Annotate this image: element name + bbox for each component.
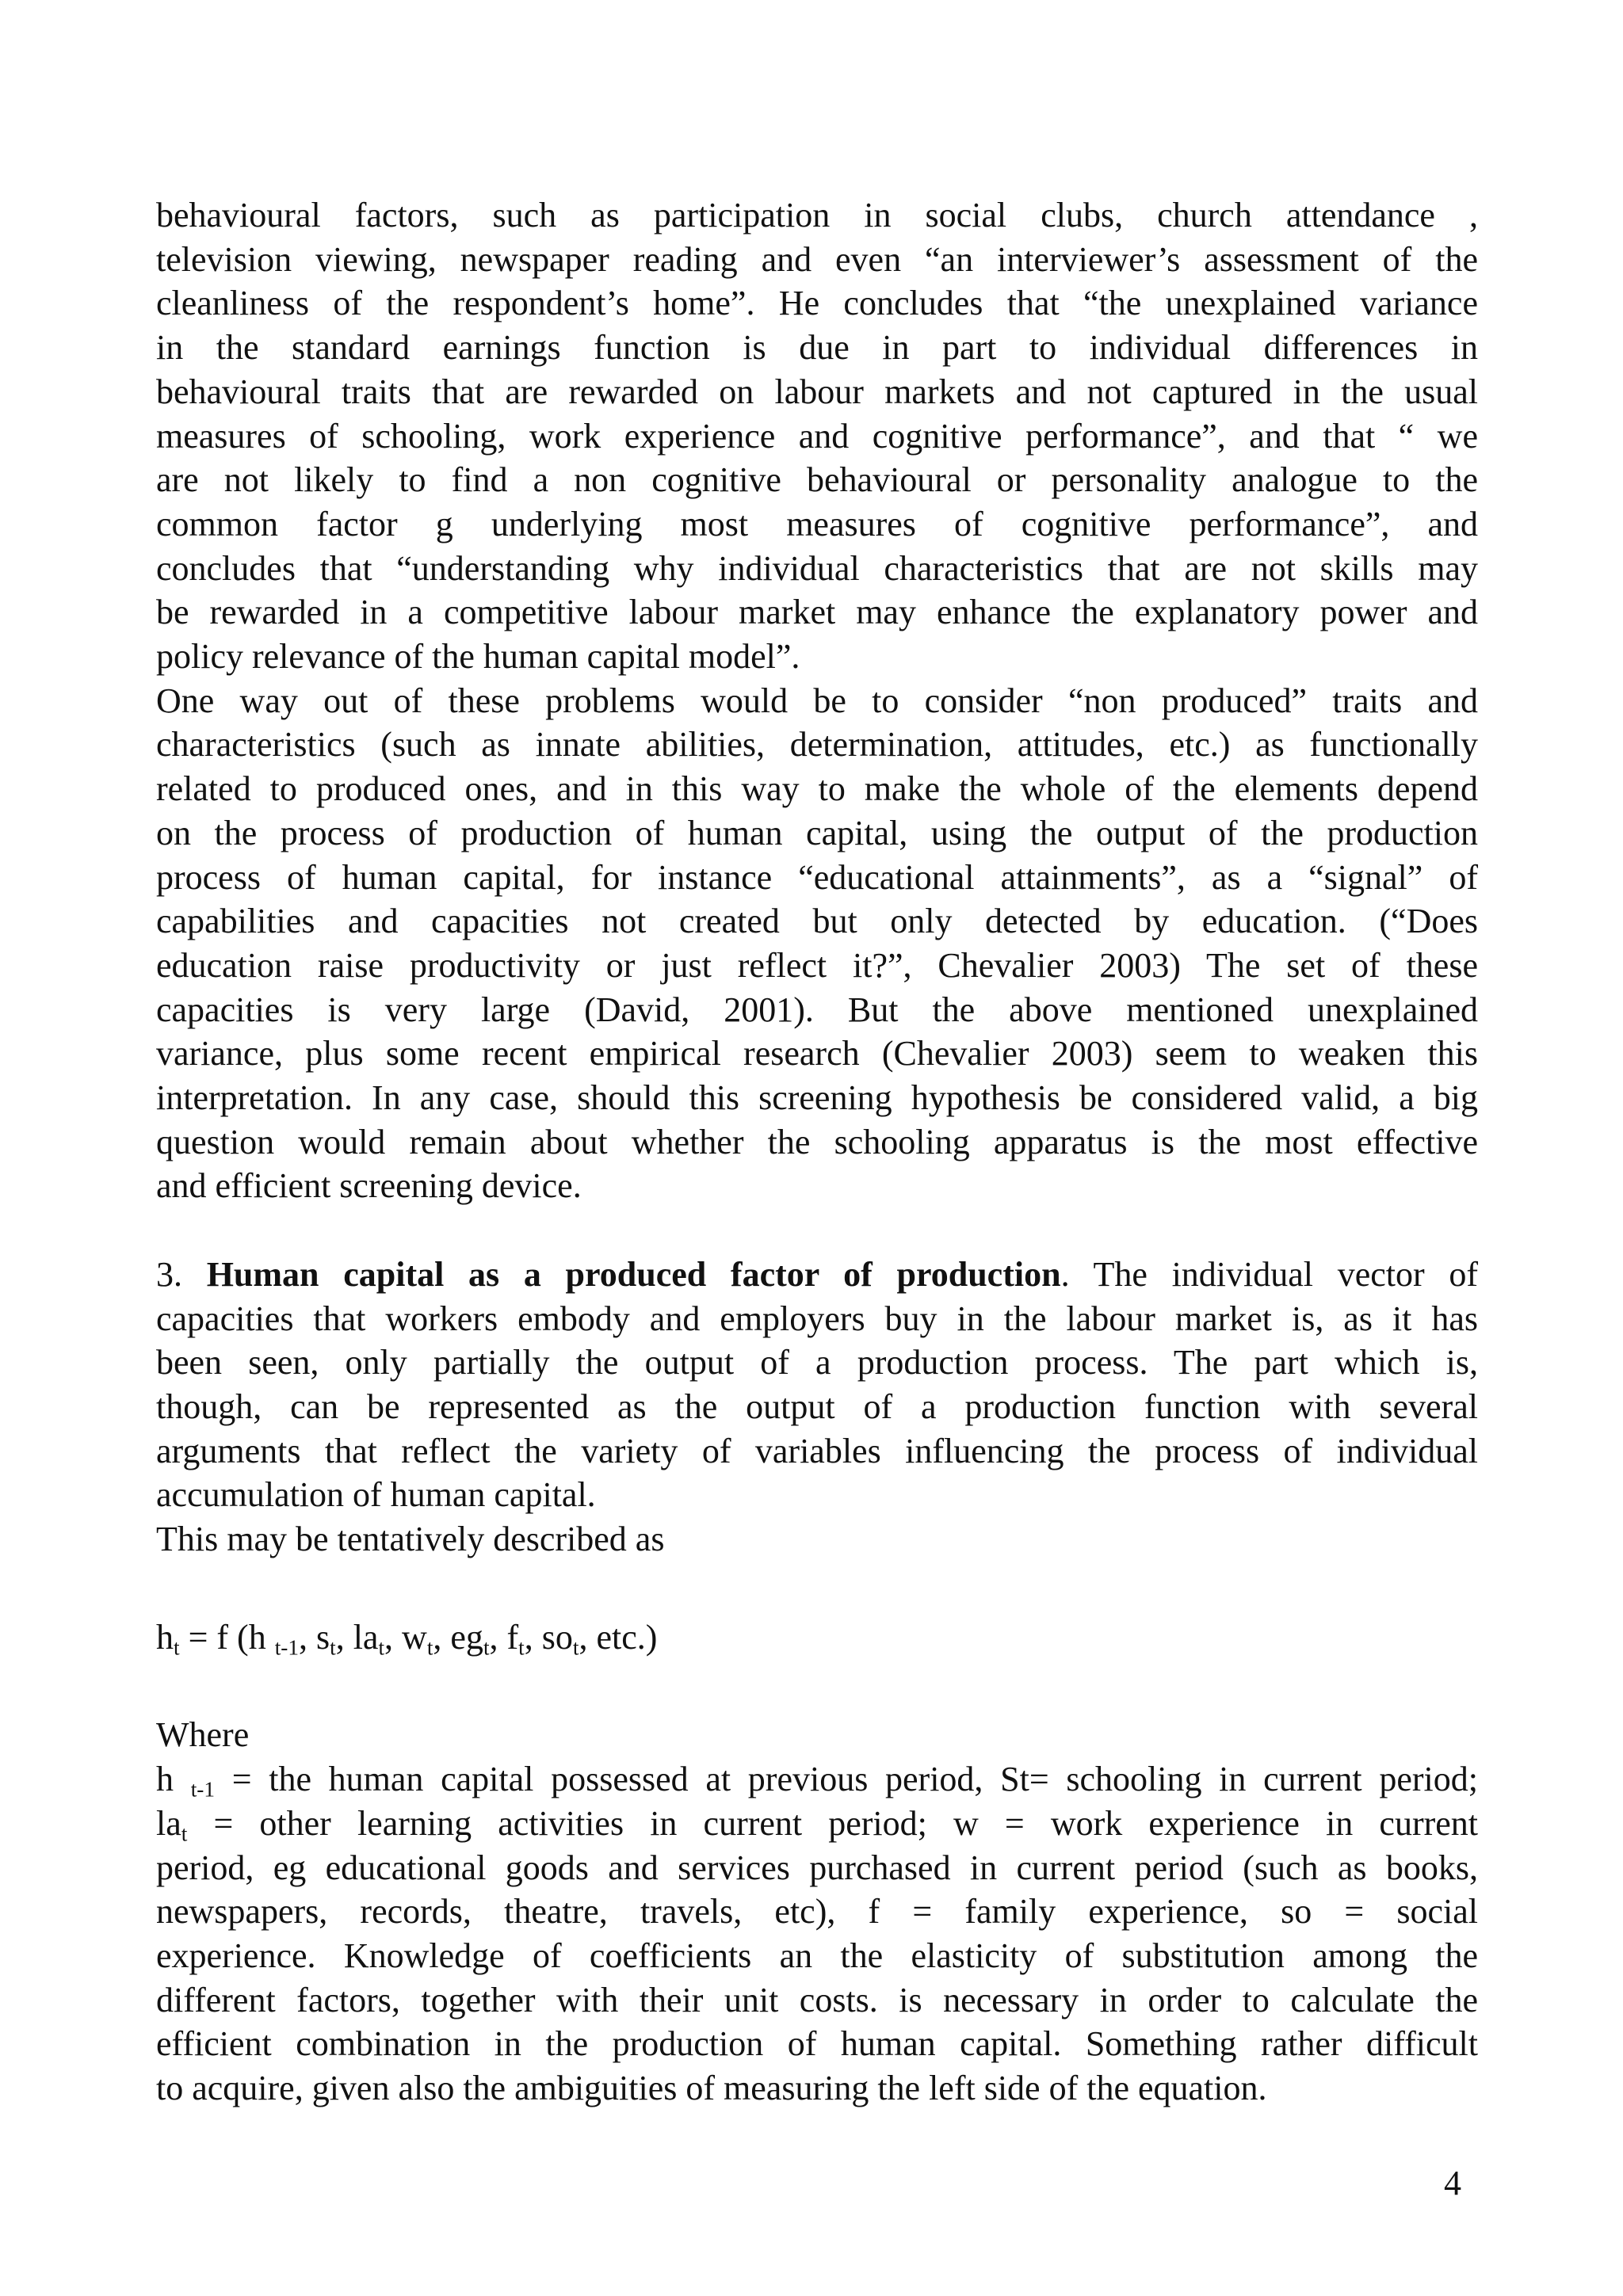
eq-part: , f — [489, 1617, 519, 1657]
page-number: 4 — [1444, 2164, 1461, 2203]
text-line: related to produced ones, and in this way to make the whole of the elements depend — [156, 769, 1478, 809]
text-line: capacities is very large (David, 2001). But the above mentioned unexplained — [156, 990, 1478, 1029]
text-line: different factors, together with their unit costs. is necessary in order to calculate the — [156, 1980, 1478, 2019]
spacer — [156, 1659, 1478, 1713]
eq-sub: t — [518, 1635, 525, 1660]
text-line: efficient combination in the production of human capital. Something rather difficult — [156, 2024, 1478, 2064]
section-heading: Human capital as a produced factor of production — [206, 1254, 1061, 1294]
eq-part: = f (h — [179, 1617, 275, 1657]
text-line: interpretation. In any case, should this screening hypothesis be considered valid, a big — [156, 1078, 1478, 1118]
heading-line-rest: . The individual vector of — [1060, 1254, 1478, 1294]
eq-h: h — [156, 1617, 174, 1657]
text-line: television viewing, newspaper reading and even “an interviewer’s assessment of the — [156, 239, 1478, 279]
eq-part: , s — [299, 1617, 330, 1657]
paragraph-non-produced-traits — [156, 679, 1478, 1208]
text-line: to acquire, given also the ambiguities of measuring the left side of the equation. — [156, 2069, 1267, 2108]
eq-sub: t — [483, 1635, 490, 1660]
text-line: though, can be represented as the output of a production function with several — [156, 1386, 1478, 1426]
eq-sub: t — [572, 1635, 579, 1660]
eq-sub: t — [378, 1635, 385, 1660]
production-function-equation — [156, 1615, 1478, 1660]
def-text: = other learning activities in current period; w = work experience in current — [187, 1803, 1478, 1843]
text-line: arguments that reflect the variety of variables influencing the process of individual — [156, 1431, 1478, 1470]
text-line: accumulation of human capital. — [156, 1475, 596, 1515]
text-line: are not likely to find a non cognitive behavioural or personality analogue to the — [156, 460, 1478, 500]
text-line: question would remain about whether the schooling apparatus is the most effective — [156, 1122, 1478, 1161]
text-line: been seen, only partially the output of a production process. The part which is, — [156, 1343, 1478, 1383]
text-line: in the standard earnings function is due in part to individual differences in — [156, 328, 1478, 368]
text-line: One way out of these problems would be to consider “non produced” traits and — [156, 681, 1478, 720]
text-line: characteristics (such as innate abilities, determination, attitudes, etc.) as functionally — [156, 725, 1478, 765]
text-line: measures of schooling, work experience and cognitive performance”, and that “ we — [156, 416, 1478, 456]
eq-part: , w — [384, 1617, 427, 1657]
text-line: behavioural traits that are rewarded on labour markets and not captured in the usual — [156, 372, 1478, 411]
section-3 — [156, 1253, 1478, 1562]
def-sub: t — [181, 1821, 188, 1846]
def-la: la — [156, 1803, 181, 1843]
eq-part: , etc.) — [579, 1617, 658, 1657]
text-line: capabilities and capacities not created but only detected by education. (“Does — [156, 902, 1478, 941]
text-line: concludes that “understanding why individual characteristics that are not skills may — [156, 548, 1478, 588]
text-line: period, eg educational goods and services purchased in current period (such as books, — [156, 1848, 1478, 1887]
text-line: This may be tentatively described as — [156, 1520, 665, 1559]
eq-part: , eg — [433, 1617, 483, 1657]
text-line: behavioural factors, such as participation in social clubs, church attendance , — [156, 196, 1478, 235]
text-line: education raise productivity or just reflect it?”, Chevalier 2003) The set of these — [156, 945, 1478, 985]
text-line: and efficient screening device. — [156, 1166, 582, 1206]
where-label: Where — [156, 1715, 250, 1755]
text-line: newspapers, records, theatre, travels, etc), f = family experience, so = social — [156, 1892, 1478, 1932]
document-page — [156, 193, 1478, 2111]
spacer — [156, 1562, 1478, 1615]
eq-sub: t-1 — [274, 1635, 299, 1660]
text-line: common factor g underlying most measures of cognitive performance”, and — [156, 504, 1478, 543]
def-h: h — [156, 1760, 191, 1799]
text-line: variance, plus some recent empirical research (Chevalier 2003) seem to weaken this — [156, 1034, 1478, 1074]
spacer — [156, 1208, 1478, 1253]
section-number: 3. — [156, 1254, 207, 1294]
text-line: cleanliness of the respondent’s home”. He concludes that “the unexplained variance — [156, 284, 1478, 323]
def-sub: t-1 — [190, 1777, 215, 1802]
text-line: experience. Knowledge of coefficients an the elasticity of substitution among the — [156, 1936, 1478, 1975]
eq-sub: t — [174, 1635, 180, 1660]
text-line: on the process of production of human capital, using the output of the production — [156, 813, 1478, 852]
where-definitions — [156, 1713, 1478, 2110]
eq-part: , so — [524, 1617, 573, 1657]
def-text: = the human capital possessed at previous period, St= schooling in current period; — [215, 1760, 1478, 1799]
eq-part: , la — [335, 1617, 379, 1657]
section-heading-line — [156, 1253, 1478, 1297]
text-line: process of human capital, for instance “educational attainments”, as a “signal” of — [156, 857, 1478, 897]
eq-sub: t — [330, 1635, 336, 1660]
text-line — [156, 1757, 1478, 1802]
text-line: capacities that workers embody and employers buy in the labour market is, as it has — [156, 1299, 1478, 1338]
text-line — [156, 1802, 1478, 1846]
text-line: policy relevance of the human capital model”. — [156, 637, 800, 677]
paragraph-behavioural-factors — [156, 193, 1478, 679]
eq-sub: t — [426, 1635, 433, 1660]
text-line: be rewarded in a competitive labour market may enhance the explanatory power and — [156, 593, 1478, 632]
